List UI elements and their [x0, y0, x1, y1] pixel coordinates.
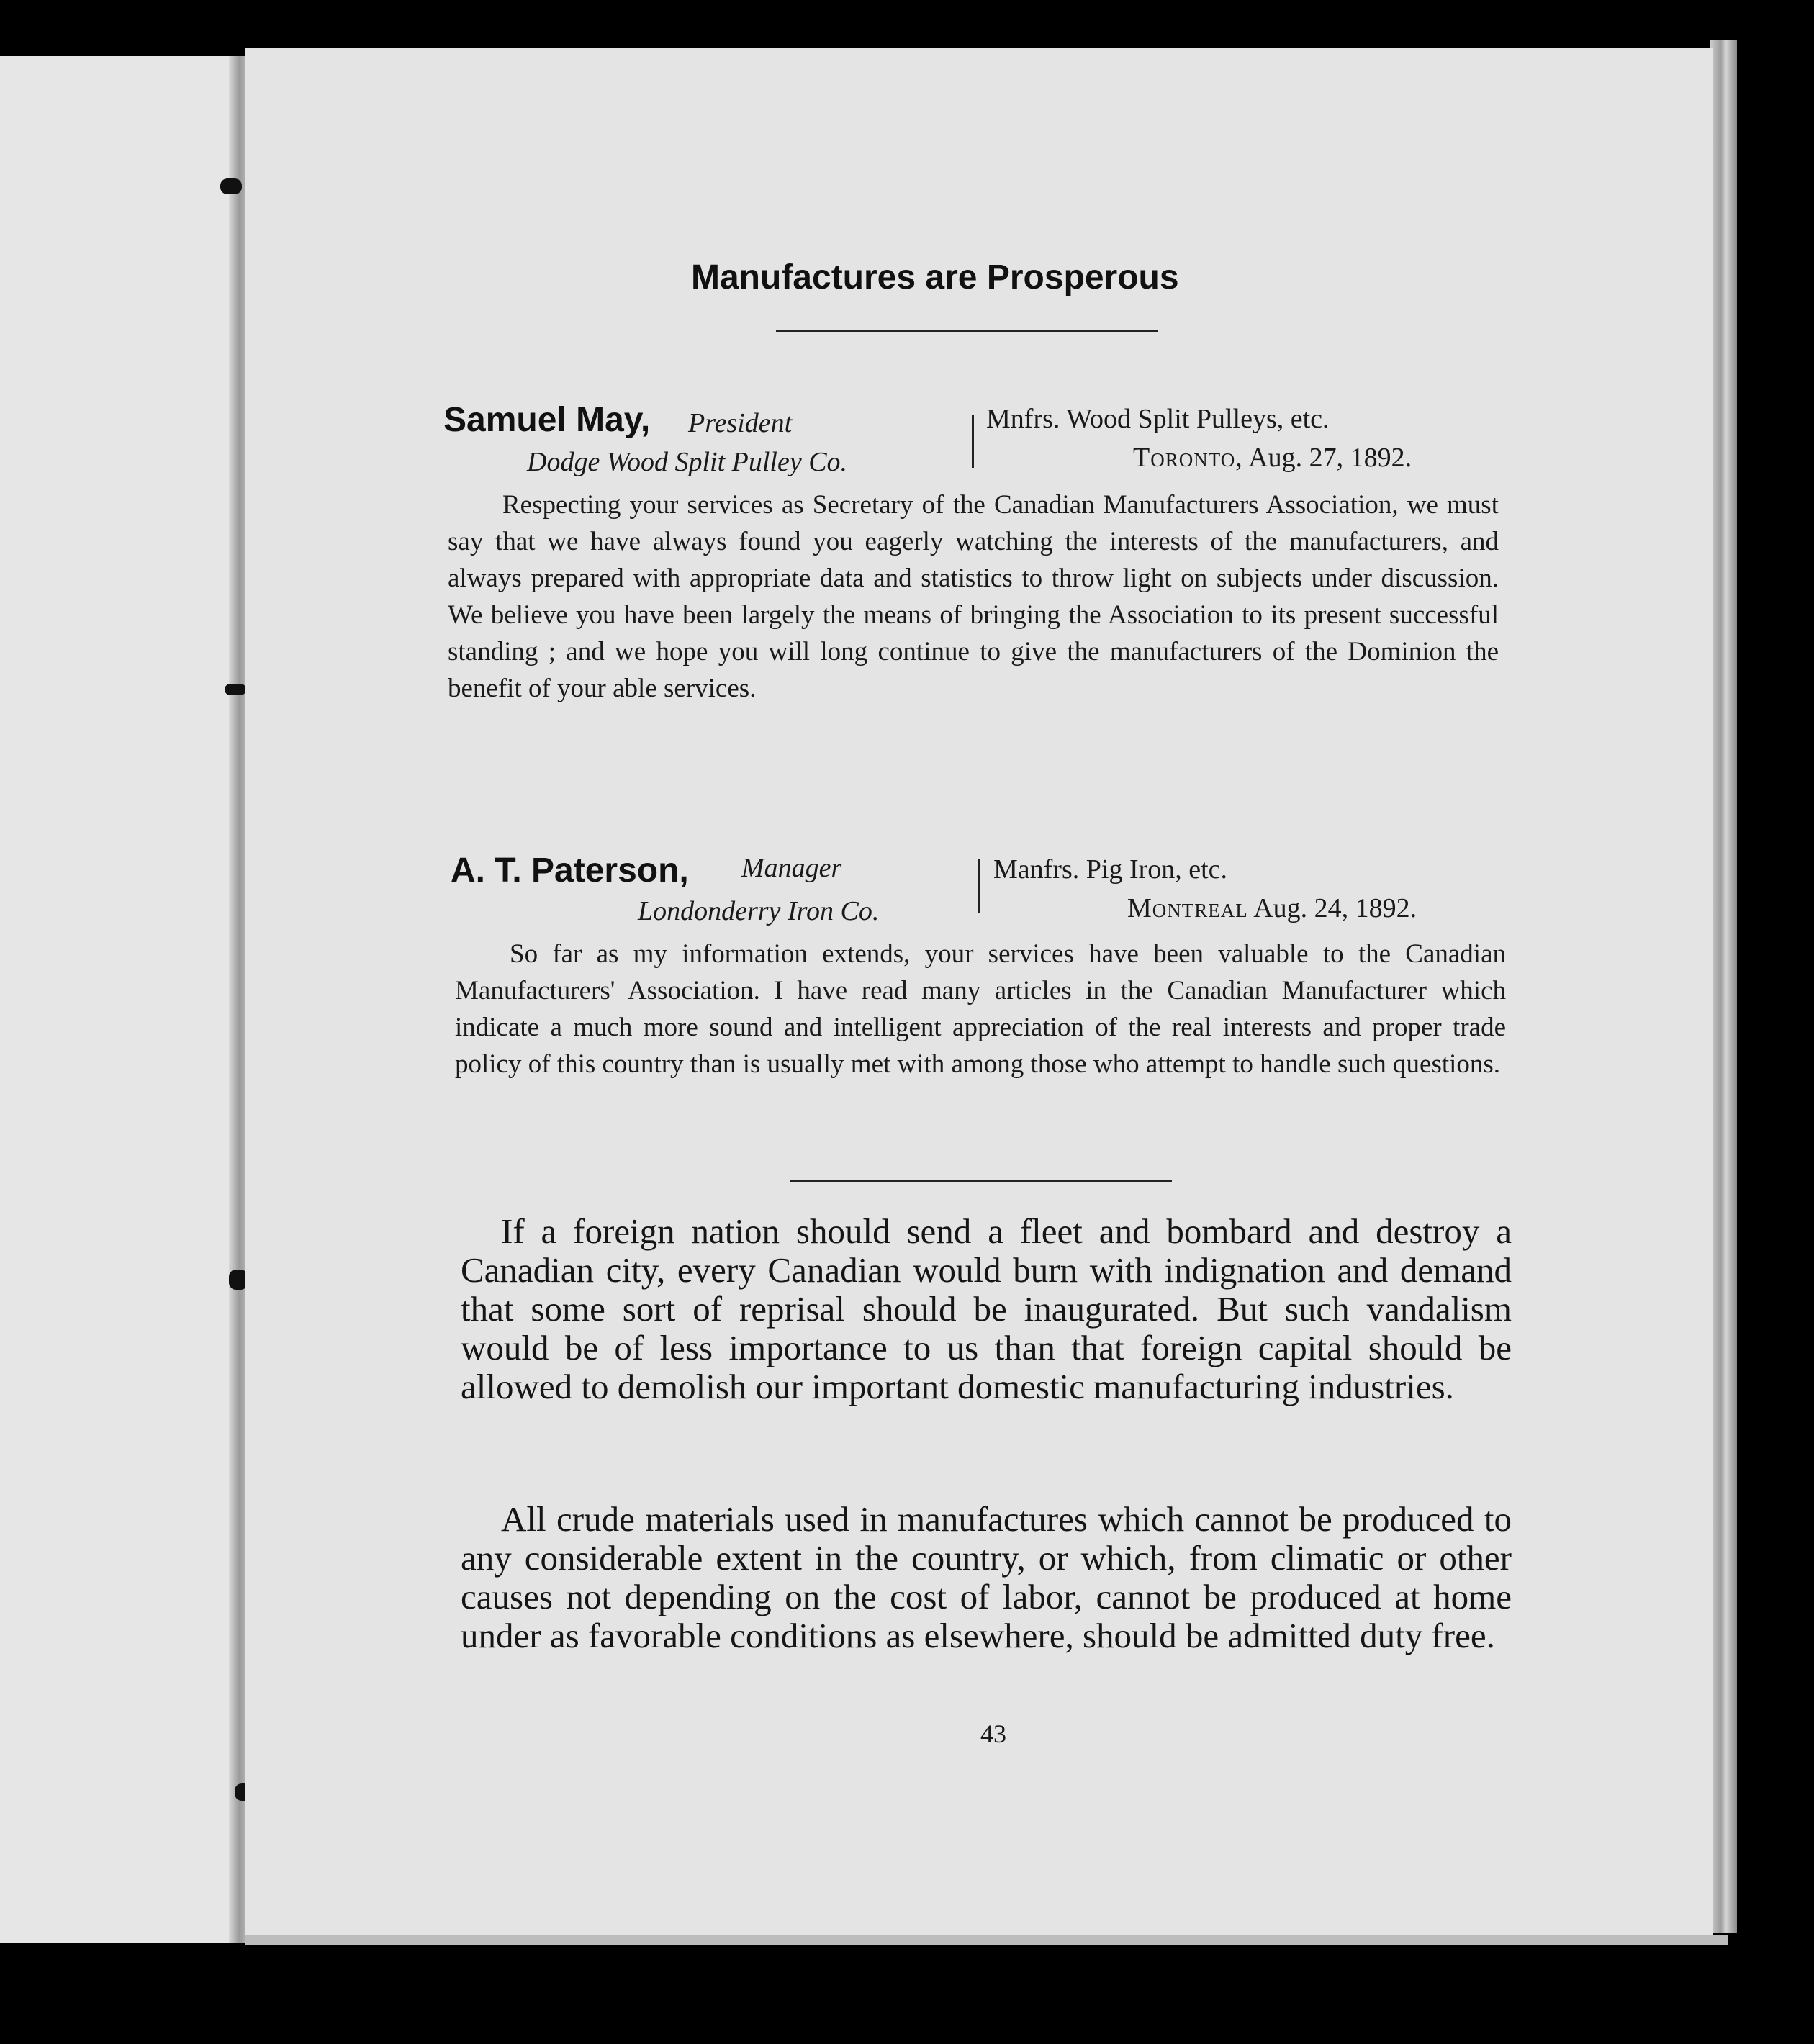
entry-role: Manager [741, 853, 842, 883]
binding-thread-mark [220, 178, 242, 194]
entry-city: Toronto, [1133, 443, 1243, 473]
page-edge-stack [1710, 40, 1737, 1933]
title-divider [776, 330, 1158, 332]
entry-date: Aug. 27, 1892. [1248, 443, 1412, 473]
entry-business: Mnfrs. Wood Split Pulleys, etc. [986, 404, 1330, 434]
statement-paragraph: All crude materials used in manufactures which cannot be produced to any considerable extent in the country, or which, from climatic or other causes not depending on the cost of labor, cannot be produced at home under as favorable conditions as elsewhere, should be admitted duty free. [461, 1499, 1512, 1655]
entry-divider-bar [978, 859, 980, 913]
entry-date: Aug. 24, 1892. [1253, 893, 1417, 923]
entry-role: President [688, 408, 793, 438]
entry-company: Dodge Wood Split Pulley Co. [527, 447, 848, 477]
entry-body: Respecting your services as Secretary of the Canadian Manufacturers Association, we must say that we have always found you eagerly watching the interests of the manufacturers, and always prepared with appropriate data and statistics to throw light on subjects under discussion. We believe you have been largely the means of bringing the Association to its present successful standing ; and we hope you will long continue to give the manufacturers of the Dominion the benefit of your able services. [448, 490, 1499, 703]
entry-body: So far as my information extends, your services have been valuable to the Canadian Manufacturers' Association. I have read many articles in the Canadian Manufacturer which indicate a much more sound and intelligent appreciation of the real interests and proper trade policy of this country than is usually met with among those who attempt to handle such questions. [455, 939, 1506, 1079]
page-number: 43 [980, 1719, 1006, 1748]
page-bottom-edge [245, 1935, 1728, 1945]
statement-paragraph: If a foreign nation should send a fleet and bombard and destroy a Canadian city, every Canadian would burn with indignation and demand that some sort of reprisal should be inaugurated. But such vandalism would be of less importance to us than that foreign capital should be allowed to demolish our important domestic manufacturing industries. [461, 1211, 1512, 1406]
entry-company: Londonderry Iron Co. [638, 896, 880, 926]
entry-dateline [1127, 892, 1417, 924]
binding-thread-mark [225, 684, 246, 695]
entry-dateline [1133, 442, 1412, 474]
page-title: Manufactures are Prosperous [691, 258, 1179, 297]
entry-city: Montreal [1127, 893, 1248, 923]
entry-name: Samuel May, [443, 401, 651, 439]
entry-name: A. T. Paterson, [451, 851, 689, 890]
entry-divider-bar [972, 415, 974, 468]
section-divider [790, 1180, 1172, 1182]
left-page-margin [0, 56, 248, 1943]
entry-business: Manfrs. Pig Iron, etc. [993, 854, 1228, 885]
